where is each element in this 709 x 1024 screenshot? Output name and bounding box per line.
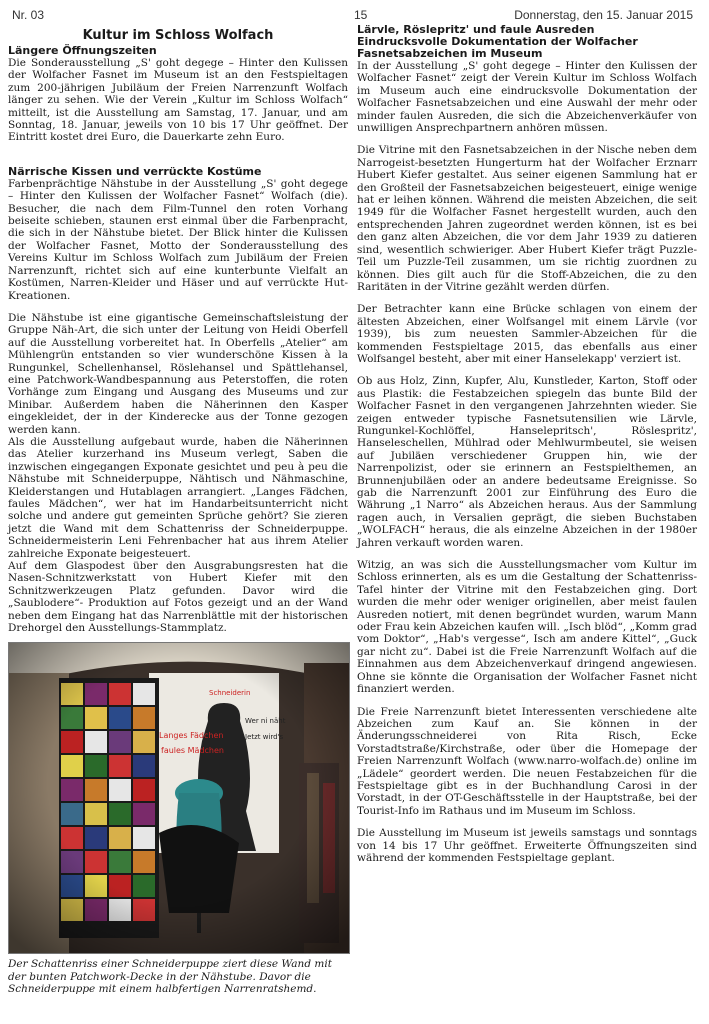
issue-number: Nr. 03	[12, 8, 45, 22]
heading-oeffnungszeiten: Längere Öffnungszeiten	[8, 44, 157, 57]
heading-laervle: Lärvle, Röslepritz' und faule Ausreden	[357, 23, 595, 36]
paragraph-oeffnung-museum: Die Ausstellung im Museum ist jeweils samstags und sonntags von 14 bis 17 Uhr geöffnet. Erweiterte Öffnungszeiten sind während der kommenden Festspieltage geplant.	[357, 827, 697, 864]
article-title-kultur: Kultur im Schloss Wolfach	[82, 28, 274, 43]
paragraph-aufbau: Als die Ausstellung aufgebaut wurde, haben die Näherinnen das Atelier kurzerhand ins Museum verlegt, Saben die inzwischen eingegangen Exponate gesichtet und peu à peu die Nähstube mit Schneiderpuppe, Nähtisch und Nähmaschine, Kleiderstangen und Hutablagen arrangiert. „Langes Fädchen, faules Mädchen“, wer hat im Handarbeitsunterricht nicht solche und andere gut gemeinten Sprüche gehört? Sie zieren jetzt die Wand mit dem Schattenriss der Schneiderpuppe. Schneidermeisterin Leni Fehrenbacher hat aus ihrem Atelier zahlreiche Exponate beigesteuert.	[8, 435, 348, 560]
paragraph-ausstellung-intro: In der Ausstellung „S' goht degege – Hinter den Kulissen der Wolfacher Fasnet“ zeigt der Verein Kultur im Schloss Wolfach im Museum auch eine eindrucksvolle Dokumentation der Wolfacher Fasnetsabzeichen und eine Auswahl der mehr oder minder faulen Ausreden, die sich die Abzeichenverkäufer von unwilligen Ansprechpartnern anhören müssen.	[357, 60, 697, 135]
right-column	[357, 24, 697, 864]
heading-kissen-kostueme: Närrische Kissen und verrückte Kostüme	[8, 164, 262, 178]
paragraph-naehstube-intro: Farbenprächtige Nähstube in der Ausstellung „S' goht degege – Hinter den Kulissen der Wolfacher Fasnet“ Wolfach (die). Besucher, die nach dem Film-Tunnel den roten Vorhang beiseite schieben, staunen erst einmal über die Farbenpracht, die sich in der Nähstube bietet. Der Blick hinter die Kulissen der Wolfacher Fasnet, Motto der Sonderausstellung des Vereins Kultur im Schloss Wolfach zum Jubiläum der Freien Narrenzunft, richtet sich auf eine kunterbunte Vielfalt an Kostümen, Narren-Kleider und Häser und auf verrückte Hut-Kreationen.	[8, 177, 348, 302]
paragraph-vitrine: Die Vitrine mit den Fasnetsabzeichen in der Nische neben dem Narrogeist-besetzten Hungerturm hat der Wolfacher Erznarr Hubert Kiefer gestaltet. Aus seiner eigenen Sammlung hat er den Großteil der Fasnetsabzeichen beigesteuert, einige wenige hat er leihen können. Während die meisten Abzeichen, die seit 1949 für die Wolfacher Fasnet hergestellt wurden, auch den entsprechenden Jahren zugeordnet werden können, ist es bei den ganz alten Abzeichen, die vor dem Jahr 1939 zu datieren sind, wesentlich schwieriger. Aber Hubert Kiefer trägt Puzzle-Teil um Puzzle-Teil zusammen, um sie richtig zuordnen zu können. Dies gilt auch für die Stoff-Abzeichen, die zu den Raritäten in der Vitrine gezählt werden dürfen.	[357, 144, 697, 293]
paragraph-materialien: Ob aus Holz, Zinn, Kupfer, Alu, Kunstleder, Karton, Stoff oder aus Plastik: die Festabzeichen spiegeln das bunte Bild der Wolfacher Fasnet in den vergangenen Jahrzehnten wieder. Sie zeigen entweder typische Fasnetsutensilien wie Lärvle, Rungunkel-Kochlöffel, Hanselepritsch', Röslespritz', Hanseleschellen, Mühlrad oder Mehlwurmbeutel, sie weisen auf Jubiläen verschiedener Gruppen hin, wie der Narrenpolizist, oder sie erinnern an Festspielthemen, an Brunnenjubiläen oder an andere bedeutsame Ereignisse. So gab die Narrenzunft 2001 zur Einführung des Euro die Währung „1 Narro“ als Abzeichen heraus. Aus der Sammlung ragen auch, in Versalien geprägt, die sieben Buchstaben „WOLFACH“ heraus, die als einzelne Abzeichen in der 1980er Jahren verkauft worden waren.	[357, 375, 697, 549]
paragraph-bruecke: Der Betrachter kann eine Brücke schlagen von einem der ältesten Abzeichen, einer Wolfsangel mit einem Lärvle (vor 1939), bis zum neuesten Sammler-Abzeichen für die kommenden Festspieltage 2015, das ebenfalls aus einer Wolfsangel besteht, aber mit einer Hanselekapp' verziert ist.	[357, 303, 697, 365]
paragraph-oeffnungszeiten: Die Sonderausstellung „S' goht degege – Hinter den Kulissen der Wolfacher Fasnet im Museum ist an den Festspieltagen zum 200-jährigen Jubiläum der Freien Narrenzunft Wolfach länger zu sehen. Wie der Verein „Kultur im Schloss Wolfach“ mitteilt, ist die Ausstellung am Samstag, 17. Januar, und am Sonntag, 18. Januar, jeweils von 10 bis 17 Uhr geöffnet. Der Eintritt kostet drei Euro, die Dauerkarte zehn Euro.	[8, 57, 348, 144]
page-header	[8, 6, 701, 22]
paragraph-verkauf: Die Freie Narrenzunft bietet Interessenten verschiedene alte Abzeichen zum Kauf an. Sie können in der Änderungsschneiderei von Rita Risch, Ecke Vorstadtstraße/Kirchstraße, oder über die Homepage der Freien Narrenzunft Wolfach (www.narro-wolfach.de) online im „Lädele“ geordert werden. Die neuen Festabzeichen für die Festspieltage gibt es in der Buchhandlung Carosi in der Vorstadt, in der OT-Geschäftsstelle in der Hauptstraße, bei der Tourist-Info im Rathaus und im Museum im Schloss.	[357, 705, 697, 817]
photo-caption: Der Schattenriss einer Schneiderpuppe ziert diese Wand mit der bunten Patchwork-Decke in der Nähstube. Davor die Schneiderpuppe mit einem halbfertigen Narrenratshemd.	[8, 958, 332, 996]
paragraph-ausreden: Witzig, an was sich die Ausstellungsmacher vom Kultur im Schloss erinnerten, als es um die Gestaltung der Schattenriss-Tafel hinter der Vitrine mit den Festabzeichen ging. Dort wurden die mehr oder weniger originellen, aber meist faulen Ausreden notiert, mit denen begründet wurden, warum Mann oder Frau kein Abzeichen kaufen will. „Isch blöd“, „Komm grad vom Doktor“, „Hab's vergesse“, Isch am andere Kittel“, „Guck gar nicht zu“. Dabei ist die Freie Narrenzunft Wolfach auf die Einnahmen aus dem Abzeichenverkauf dringend angewiesen. Ohne sie könnte die Organisation der Wolfacher Fasnet nicht finanziert werden.	[357, 559, 697, 696]
subheading-dokumentation: Eindrucksvolle Dokumentation der Wolfacher Fasnetsabzeichen im Museum	[357, 35, 638, 60]
exhibition-photo	[8, 642, 350, 954]
paragraph-glaspodest: Auf dem Glaspodest über den Ausgrabungsresten hat die Nasen-Schnitzwerkstatt von Hubert Kiefer mit den Schnitzwerkzeugen Platz gefunden. Davor wird die „Saublodere“- Produktion auf Fotos gezeigt und an der Wand neben dem Eingang hat das Narrenblättle mit der historischen Drehorgel den Ausstellungs-Stammplatz.	[8, 560, 348, 635]
issue-date: Donnerstag, den 15. Januar 2015	[514, 8, 693, 22]
page-number: 15	[354, 8, 368, 22]
photo-illustration	[9, 643, 349, 953]
left-column	[8, 24, 348, 996]
paragraph-naeh-art: Die Nähstube ist eine gigantische Gemeinschaftsleistung der Gruppe Näh-Art, die sich unter der Leitung von Heidi Oberfell auf die Ausstellung vorbereitet hat. In Oberfells „Atelier“ am Mühlengrün entstanden so vier wunderschöne Kissen à la Rungunkel, Schellenhansel, Röslehansel und Spättlehansel, eine Patchwork-Wandbespannung aus Peterstoffen, die roten Vorhänge zum Eingang und Ausgang des Museums und zur Minibar. Außerdem haben die Näherinnen den Kasper eingekleidet, der in der Kinderecke aus der Tonne gezogen werden kann.	[8, 311, 348, 436]
